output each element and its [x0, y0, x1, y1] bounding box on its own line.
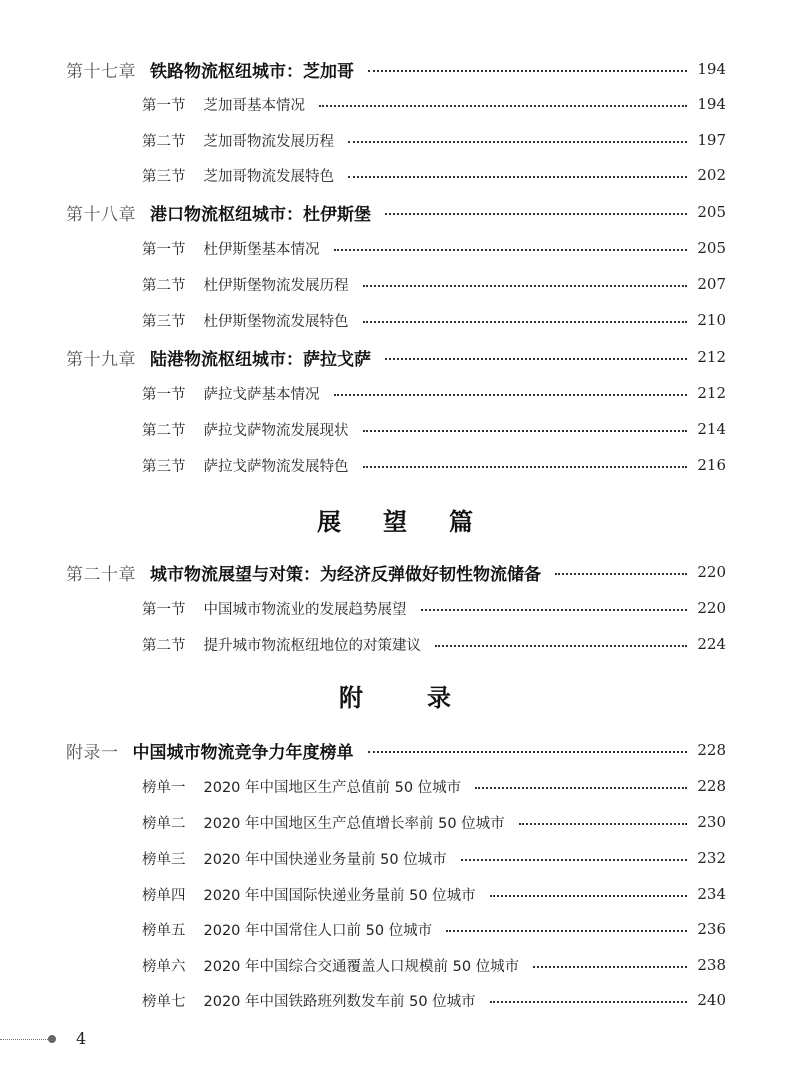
dot-leader	[334, 394, 688, 396]
toc-section-entry[interactable]	[142, 161, 726, 189]
page-ref: 220	[697, 563, 726, 581]
page-ref: 194	[697, 95, 726, 113]
section-title: 芝加哥物流发展历程	[203, 133, 334, 150]
chapter-title: 港口物流枢纽城市：杜伊斯堡	[150, 204, 371, 225]
dot-leader	[446, 930, 687, 932]
page-ref: 210	[697, 311, 726, 329]
toc-section-entry[interactable]	[142, 951, 726, 979]
toc-section-entry[interactable]	[142, 986, 726, 1014]
toc-section-entry[interactable]	[142, 90, 726, 118]
chapter-number: 第二十章	[66, 564, 136, 585]
dot-leader	[490, 1001, 688, 1003]
toc-chapter-entry[interactable]	[66, 198, 726, 226]
section-number: 榜单三	[142, 851, 186, 868]
part-heading-char: 附	[339, 683, 363, 712]
chapter-title: 铁路物流枢纽城市：芝加哥	[150, 61, 354, 82]
toc-section-entry[interactable]	[142, 915, 726, 943]
dot-leader	[519, 823, 688, 825]
part-heading-char: 望	[383, 507, 407, 536]
page-ref: 220	[697, 599, 726, 617]
dot-leader	[461, 859, 688, 861]
dot-leader	[348, 141, 687, 143]
page-ref: 240	[697, 991, 726, 1009]
part-heading	[0, 678, 790, 713]
section-number: 第三节	[142, 168, 186, 185]
chapter-number: 附录一	[66, 742, 119, 763]
chapter-number: 第十七章	[66, 61, 136, 82]
section-title: 2020 年中国地区生产总值前 50 位城市	[203, 779, 462, 796]
page-ref: 207	[697, 275, 726, 293]
toc-section-entry[interactable]	[142, 630, 726, 658]
chapter-title: 陆港物流枢纽城市：萨拉戈萨	[150, 349, 371, 370]
section-title: 2020 年中国国际快递业务量前 50 位城市	[203, 887, 476, 904]
dot-leader	[363, 466, 688, 468]
section-title: 杜伊斯堡物流发展特色	[203, 313, 349, 330]
section-number: 榜单四	[142, 887, 186, 904]
page-ref: 197	[697, 131, 726, 149]
section-number: 榜单一	[142, 779, 186, 796]
dot-leader	[533, 966, 687, 968]
section-number: 第一节	[142, 601, 186, 618]
section-number: 榜单二	[142, 815, 186, 832]
toc-section-entry[interactable]	[142, 808, 726, 836]
section-title: 2020 年中国综合交通覆盖人口规模前 50 位城市	[203, 958, 520, 975]
section-title: 提升城市物流枢纽地位的对策建议	[203, 637, 421, 654]
chapter-number: 第十九章	[66, 349, 136, 370]
page-ref: 236	[697, 920, 726, 938]
toc-section-entry[interactable]	[142, 880, 726, 908]
toc-section-entry[interactable]	[142, 270, 726, 298]
page-ref: 234	[697, 885, 726, 903]
section-title: 萨拉戈萨基本情况	[203, 386, 320, 403]
page-ref: 228	[697, 777, 726, 795]
part-heading-char: 篇	[449, 507, 473, 536]
section-title: 2020 年中国地区生产总值增长率前 50 位城市	[203, 815, 505, 832]
toc-section-entry[interactable]	[142, 772, 726, 800]
page-ref: 214	[697, 420, 726, 438]
section-number: 第三节	[142, 458, 186, 475]
part-heading	[0, 502, 790, 537]
section-title: 芝加哥物流发展特色	[203, 168, 334, 185]
section-title: 杜伊斯堡基本情况	[203, 241, 320, 258]
toc-chapter-entry[interactable]	[66, 343, 726, 371]
section-title: 2020 年中国快递业务量前 50 位城市	[203, 851, 447, 868]
section-title: 萨拉戈萨物流发展现状	[203, 422, 349, 439]
section-number: 第一节	[142, 97, 186, 114]
toc-section-entry[interactable]	[142, 379, 726, 407]
dot-leader	[475, 787, 687, 789]
footer-dotted-rule	[0, 1039, 48, 1040]
page-ref: 212	[697, 348, 726, 366]
page-ref: 216	[697, 456, 726, 474]
dot-leader	[385, 358, 687, 360]
section-number: 第三节	[142, 313, 186, 330]
section-number: 榜单七	[142, 993, 186, 1010]
section-number: 第二节	[142, 637, 186, 654]
dot-leader	[555, 573, 687, 575]
page-number: 4	[76, 1029, 87, 1048]
dot-leader	[421, 609, 688, 611]
section-number: 榜单五	[142, 922, 186, 939]
chapter-title: 城市物流展望与对策：为经济反弹做好韧性物流储备	[150, 564, 541, 585]
dot-leader	[334, 249, 688, 251]
toc-section-entry[interactable]	[142, 234, 726, 262]
section-number: 第一节	[142, 386, 186, 403]
section-number: 榜单六	[142, 958, 186, 975]
part-heading-char: 录	[427, 683, 451, 712]
part-heading-char: 展	[317, 507, 341, 536]
section-title: 芝加哥基本情况	[203, 97, 305, 114]
dot-leader	[319, 105, 687, 107]
dot-leader	[385, 213, 687, 215]
toc-chapter-entry[interactable]	[66, 558, 726, 586]
section-number: 第一节	[142, 241, 186, 258]
section-title: 2020 年中国铁路班列数发车前 50 位城市	[203, 993, 476, 1010]
page-footer	[0, 1028, 120, 1052]
toc-section-entry[interactable]	[142, 451, 726, 479]
section-title: 杜伊斯堡物流发展历程	[203, 277, 349, 294]
dot-leader	[368, 751, 688, 753]
section-title: 萨拉戈萨物流发展特色	[203, 458, 349, 475]
dot-leader	[490, 895, 688, 897]
dot-leader	[363, 321, 688, 323]
page-ref: 224	[697, 635, 726, 653]
toc-chapter-entry[interactable]	[66, 55, 726, 83]
page-ref: 205	[697, 239, 726, 257]
toc-section-entry[interactable]	[142, 415, 726, 443]
page-ref: 232	[697, 849, 726, 867]
toc-section-entry[interactable]	[142, 126, 726, 154]
toc-section-entry[interactable]	[142, 594, 726, 622]
dot-leader	[368, 70, 687, 72]
page-ref: 194	[697, 60, 726, 78]
page-ref: 205	[697, 203, 726, 221]
dot-leader	[348, 176, 687, 178]
section-title: 中国城市物流业的发展趋势展望	[203, 601, 407, 618]
chapter-title: 中国城市物流竞争力年度榜单	[132, 742, 354, 763]
page-ref: 202	[697, 166, 726, 184]
section-number: 第二节	[142, 277, 186, 294]
page-ref: 228	[697, 741, 726, 759]
page-ref: 238	[697, 956, 726, 974]
dot-leader	[435, 645, 687, 647]
section-number: 第二节	[142, 422, 186, 439]
section-number: 第二节	[142, 133, 186, 150]
toc-chapter-entry[interactable]	[66, 736, 726, 764]
dot-leader	[363, 430, 688, 432]
toc-section-entry[interactable]	[142, 306, 726, 334]
chapter-number: 第十八章	[66, 204, 136, 225]
dot-leader	[363, 285, 688, 287]
footer-bullet-icon	[48, 1035, 56, 1043]
toc-section-entry[interactable]	[142, 844, 726, 872]
section-title: 2020 年中国常住人口前 50 位城市	[203, 922, 433, 939]
page-ref: 230	[697, 813, 726, 831]
page-ref: 212	[697, 384, 726, 402]
